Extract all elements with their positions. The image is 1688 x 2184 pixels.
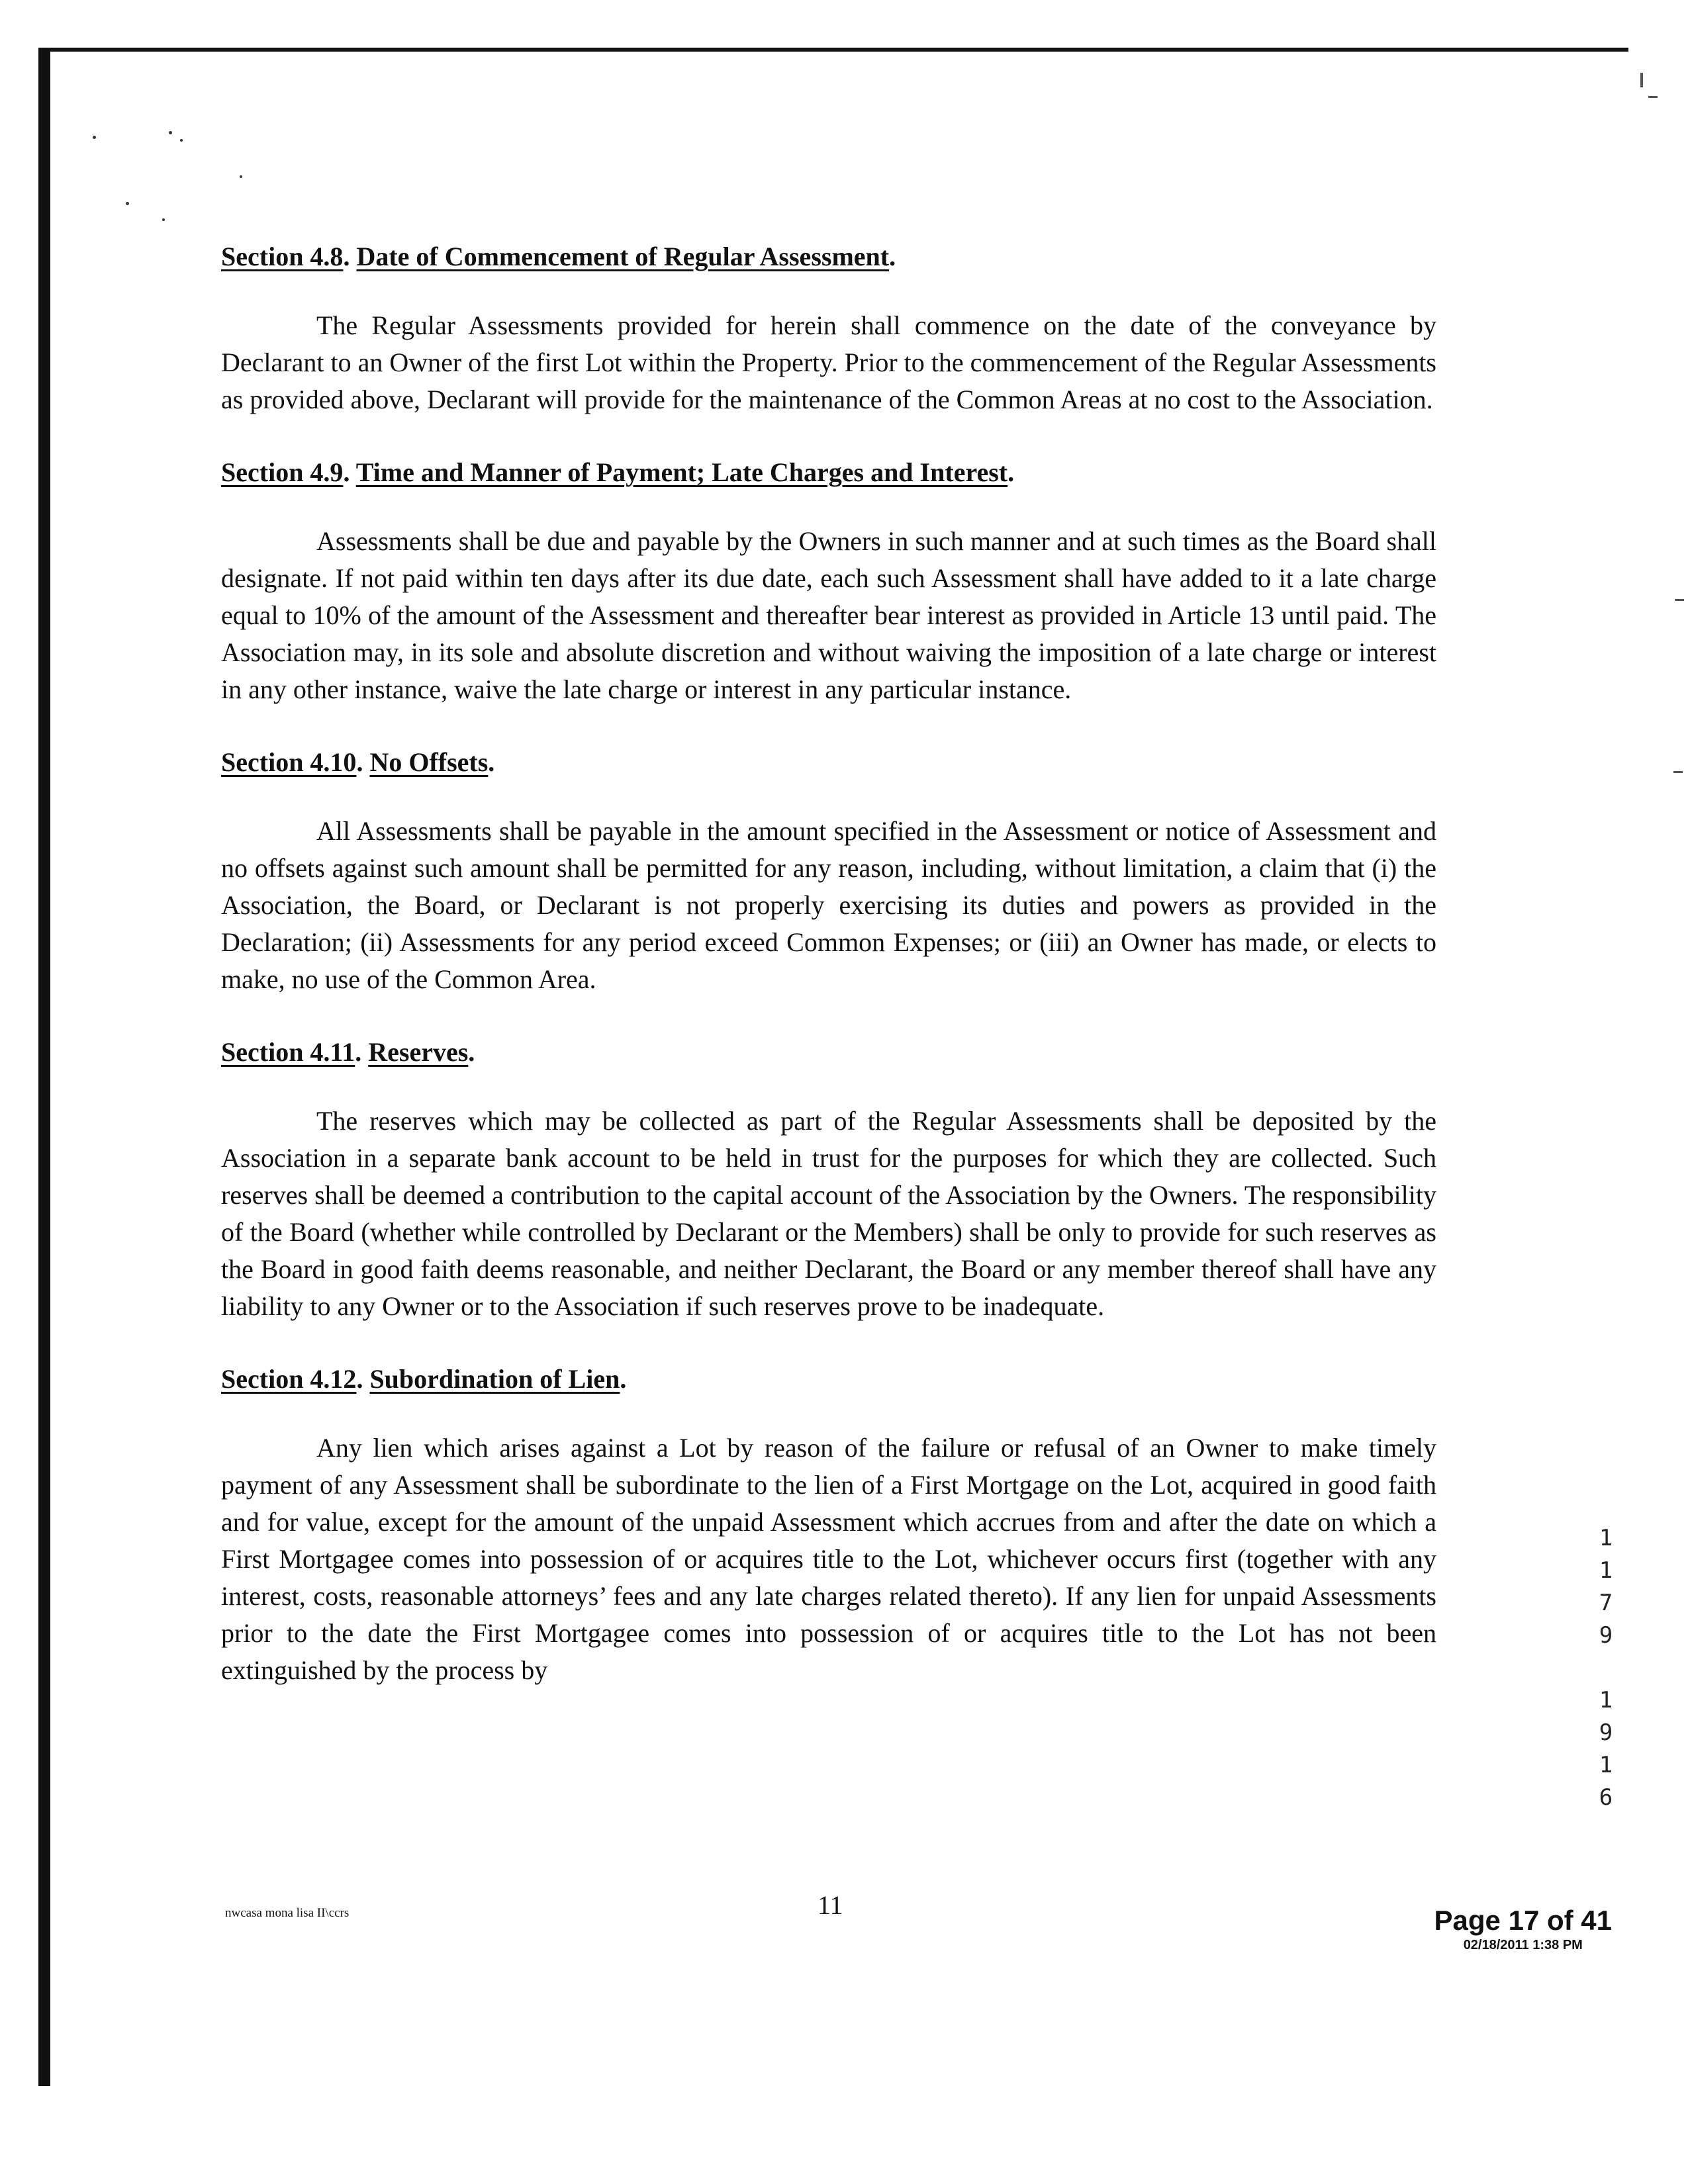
section-body: Any lien which arises against a Lot by reason of the failure or refusal of an Owner to make timely payment of any Assessment shall be subordinate to the lien of a First Mortgage on the Lot, acquired in good faith and for value, except for the amount of the unpaid Assessment which accrues from and after the date on which a First Mortgagee comes into possession of or acquires title to the Lot, whichever occurs first (together with any interest, costs, reasonable attorneys’ fees and any late charges related thereto). If any lien for unpaid Assessments prior to the date the First Mortgagee comes into possession of or acquires title to the Lot has not been extinguished by the process by [221,1433,1436,1685]
scan-speck [162,218,165,221]
stamp-digit: 7 [1599,1590,1613,1616]
section-body: Assessments shall be due and payable by the Owners in such manner and at such times as the Board shall designate. If not paid within ten days after its due date, each such Assessment shall have added to it a late charge equal to 10% of the amount of the Assessment and thereafter bear interest as provided in Article 13 until paid. The Association may, in its sole and absolute discretion and without waiving the imposition of a late charge or interest in any other instance, waive the late charge or interest in any particular instance. [221,526,1436,704]
scan-edge-mark [1675,599,1684,601]
section-number: Section 4.9 [221,457,344,487]
section-4-8 [221,238,1436,418]
scan-border-left [38,48,50,2086]
section-title: Time and Manner of Payment; Late Charges and Interest [355,457,1008,487]
stamp-gap [1594,1652,1618,1684]
page-number: 11 [818,1890,843,1920]
section-4-9 [221,454,1436,708]
section-title: Reserves [368,1037,469,1067]
stamp-digit: 6 [1599,1784,1613,1811]
scan-speck [93,136,96,139]
document-body [221,238,1436,1725]
scan-border-top [40,48,1628,52]
section-title: Subordination of Lien [369,1364,620,1394]
section-4-12 [221,1361,1436,1689]
page-timestamp: 02/18/2011 1:38 PM [1463,1938,1583,1952]
section-heading: Section 4.12. Subordination of Lien. [221,1364,627,1394]
page-label: Page 17 of 41 [1434,1905,1612,1936]
section-title: Date of Commencement of Regular Assessment [356,242,890,271]
stamp-digit: 1 [1599,1752,1613,1778]
scan-speck [169,131,172,134]
section-number: Section 4.11 [221,1037,355,1067]
section-number: Section 4.10 [221,747,357,777]
stamp-digit: 1 [1599,1525,1613,1551]
section-title: No Offsets [369,747,489,777]
scan-speck [180,139,183,142]
scan-speck [240,175,242,178]
recording-stamp [1594,1522,1618,1814]
section-4-10 [221,744,1436,998]
section-body: All Assessments shall be payable in the amount specified in the Assessment or notice of Assessment and no offsets against such amount shall be permitted for any reason, including, without limitation, a claim that (i) the Association, the Board, or Declarant is not properly exercising its duties and powers as provided in the Declaration; (ii) Assessments for any period exceed Common Expenses; or (iii) an Owner has made, or elects to make, no use of the Common Area. [221,816,1436,994]
section-heading: Section 4.9. Time and Manner of Payment; Late Charges and Interest. [221,457,1015,487]
stamp-digit: 9 [1599,1719,1613,1746]
section-body: The reserves which may be collected as part of the Regular Assessments shall be deposited by the Association in a separate bank account to be held in trust for the purposes for which they are collected. Such reserves shall be deemed a contribution to the capital account of the Association by the Owners. The responsibility of the Board (whether while controlled by Declarant or the Members) shall be only to provide for such reserves as the Board in good faith deems reasonable, and neither Declarant, the Board or any member thereof shall have any liability to any Owner or to the Association if such reserves prove to be inadequate. [221,1106,1436,1321]
section-body: The Regular Assessments provided for herein shall commence on the date of the conveyance by Declarant to an Owner of the first Lot within the Property. Prior to the commencement of the Regular Assessments as provided above, Declarant will provide for the maintenance of the Common Areas at no cost to the Association. [221,310,1436,414]
section-number: Section 4.8 [221,242,344,271]
stamp-digit: 1 [1599,1687,1613,1713]
stamp-digit: 1 [1599,1557,1613,1584]
file-reference: nwcasa mona lisa II\ccrs [225,1906,350,1920]
section-heading: Section 4.8. Date of Commencement of Regular Assessment. [221,242,896,271]
section-heading: Section 4.10. No Offsets. [221,747,495,777]
scan-speck [126,202,129,205]
page-counter [1434,1905,1612,1954]
scan-edge-mark [1648,96,1658,98]
section-heading: Section 4.11. Reserves. [221,1037,475,1067]
scan-edge-mark [1673,771,1683,773]
stamp-digit: 9 [1599,1622,1613,1649]
scan-edge-mark [1640,73,1643,87]
section-number: Section 4.12 [221,1364,357,1394]
section-4-11 [221,1034,1436,1325]
